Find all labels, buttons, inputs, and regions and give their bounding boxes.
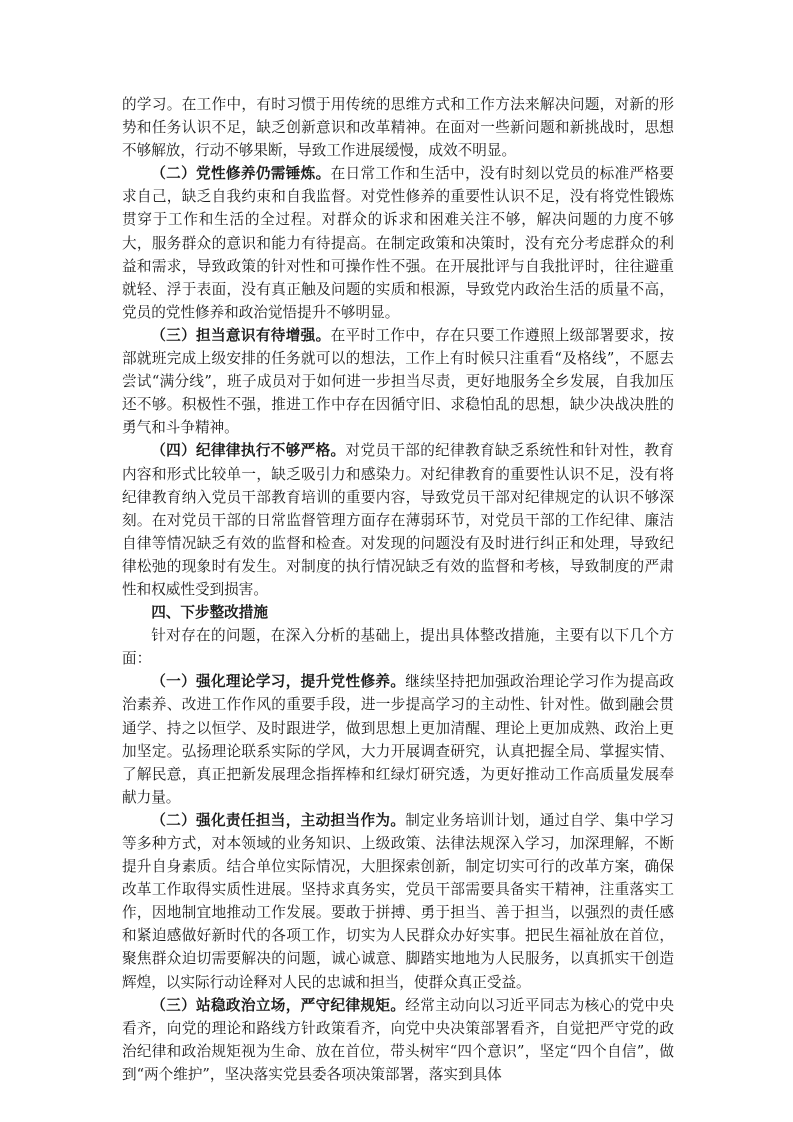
section-title: 四、下步整改措施 [151, 604, 268, 622]
paragraph-text: 制定业务培训计划，通过自学、集中学习等多种方式，对本领域的业务知识、上级政策、法律法规深入学习，加深理解，不断提升自身素质。结合单位实际情况，大胆探索创新，制定切实可行的改革方案，确保改革工作取得实质性进展。坚持求真务实，党员干部需要具备实干精神，注重落实工作，因地制宜地推动工作发展。要敢于拼搏、勇于担当、善于担当，以强烈的责任感和紧迫感做好新时代的各项工作，切实为人民群众办好实事。把民生福祉放在首位，聚焦群众迫切需要解决的问题，诚心诚意、脚踏实地地为人民服务，以真抓实干创造辉煌，以实际行动诠释对人民的忠诚和担当，使群众真正受益。 [122, 811, 674, 991]
paragraph-text: 针对存在的问题，在深入分析的基础上，提出具体整改措施，主要有以下几个方面： [122, 627, 674, 668]
paragraph-party-cultivation [122, 162, 674, 324]
paragraph-take-responsibility [122, 809, 674, 994]
paragraph-political-stance [122, 994, 674, 1086]
paragraph-text: 在平时工作中，存在只要工作遵照上级部署要求，按部就班完成上级安排的任务就可以的想法，工作上有时候只注重看“及格线”，不愿去尝试“满分线”，班子成员对于如何进一步担当尽责，更好地服务全乡发展，自我加压还不够。积极性不强，推进工作中存在因循守旧、求稳怕乱的思想，缺少决战决胜的勇气和斗争精神。 [122, 326, 674, 437]
paragraph-continuation [122, 93, 674, 162]
paragraph-heading: （三）站稳政治立场，严守纪律规矩。 [151, 996, 406, 1014]
paragraph-heading: （四）纪律律执行不够严格。 [151, 442, 346, 460]
paragraph-intro [122, 624, 674, 670]
paragraph-heading: （一）强化理论学习，提升党性修养。 [151, 673, 406, 691]
paragraph-responsibility [122, 324, 674, 439]
paragraph-text: 经常主动向以习近平同志为核心的党中央看齐，向党的理论和路线方针政策看齐，向党中央决策部署看齐，自觉把严守党的政治纪律和政治规矩视为生命、放在首位，带头树牢“四个意识”，坚定“四个自信”，做到“两个维护”，坚决落实党县委各项决策部署，落实到具体 [122, 996, 674, 1083]
paragraph-text: 对党员干部的纪律教育缺乏系统性和针对性，教育内容和形式比较单一，缺乏吸引力和感染力。对纪律教育的重要性认识不足，没有将纪律教育纳入党员干部教育培训的重要内容，导致党员干部对纪律规定的认识不够深刻。在对党员干部的日常监督管理方面存在薄弱环节，对党员干部的工作纪律、廉洁自律等情况缺乏有效的监督和检查。对发现的问题没有及时进行纠正和处理，导致纪律松弛的现象时有发生。对制度的执行情况缺乏有效的监督和考核，导致制度的严肃性和权威性受到损害。 [122, 442, 674, 598]
paragraph-heading: （二）党性修养仍需锤炼。 [151, 165, 331, 183]
paragraph-text: 继续坚持把加强政治理论学习作为提高政治素养、改进工作作风的重要手段，进一步提高学习的主动性、针对性。做到融会贯通学、持之以恒学、及时跟进学，做到思想上更加清醒、理论上更加成熟、政治上更加坚定。弘扬理论联系实际的学风，大力开展调查研究，认真把握全局、掌握实情、了解民意，真正把新发展理念指挥棒和红绿灯研究透，为更好推动工作高质量发展奉献力量。 [122, 673, 674, 806]
paragraph-theory-study [122, 670, 674, 809]
paragraph-discipline [122, 439, 674, 601]
document-page [122, 93, 674, 1086]
paragraph-heading: （二）强化责任担当，主动担当作为。 [151, 811, 406, 829]
paragraph-heading: （三）担当意识有待增强。 [151, 326, 331, 344]
paragraph-text: 在日常工作和生活中，没有时刻以党员的标准严格要求自己，缺乏自我约束和自我监督。对党性修养的重要性认识不足，没有将党性锻炼贯穿于工作和生活的全过程。对群众的诉求和困难关注不够，解决问题的力度不够大，服务群众的意识和能力有待提高。在制定政策和决策时，没有充分考虑群众的利益和需求，导致政策的针对性和可操作性不强。在开展批评与自我批评时，往往避重就轻、浮于表面，没有真正触及问题的实质和根源，导致党内政治生活的质量不高，党员的党性修养和政治觉悟提升不够明显。 [122, 165, 674, 321]
section-heading [122, 601, 674, 624]
paragraph-text: 的学习。在工作中，有时习惯于用传统的思维方式和工作方法来解决问题，对新的形势和任务认识不足，缺乏创新意识和改革精神。在面对一些新问题和新挑战时，思想不够解放，行动不够果断，导致工作进展缓慢，成效不明显。 [122, 96, 674, 160]
